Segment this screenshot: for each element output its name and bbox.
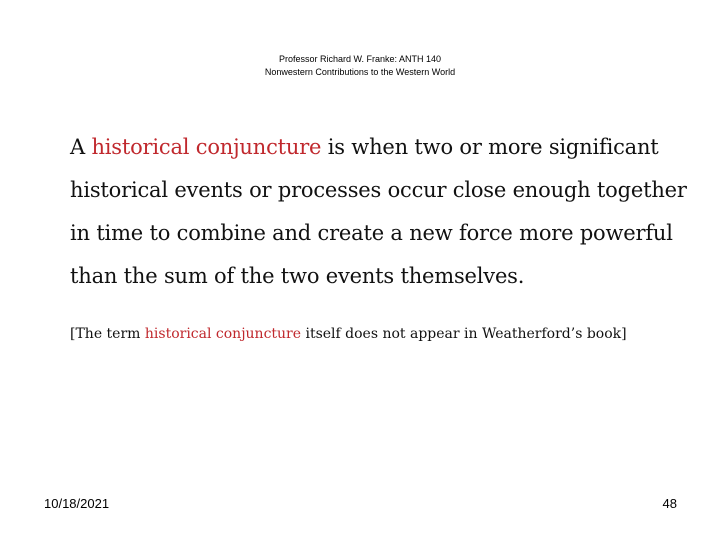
source-note [70,324,690,344]
footer-page-number: 48 [662,496,677,511]
header-course-line: Professor Richard W. Franke: ANTH 140 [278,54,442,64]
definition-line-3: in time to combine and create a new force more powerful [70,221,673,245]
definition-lead: A [70,135,92,159]
slide-header [0,53,720,79]
note-term-highlight: historical conjuncture [144,326,302,342]
definition-term-highlight: historical conjuncture [91,135,322,159]
definition-paragraph [70,126,687,298]
definition-line-4: than the sum of the two events themselves. [70,264,525,288]
definition-line-2: historical events or processes occur close enough together [70,178,687,202]
definition-line-1-rest: is when two or more significant [321,135,659,159]
definition-line-1 [70,126,680,169]
note-suffix: itself does not appear in Weatherford’s book] [301,326,627,342]
note-prefix: [The term [70,326,145,342]
footer-date: 10/18/2021 [44,496,110,511]
header-subtitle-line: Nonwestern Contributions to the Western World [264,67,456,77]
